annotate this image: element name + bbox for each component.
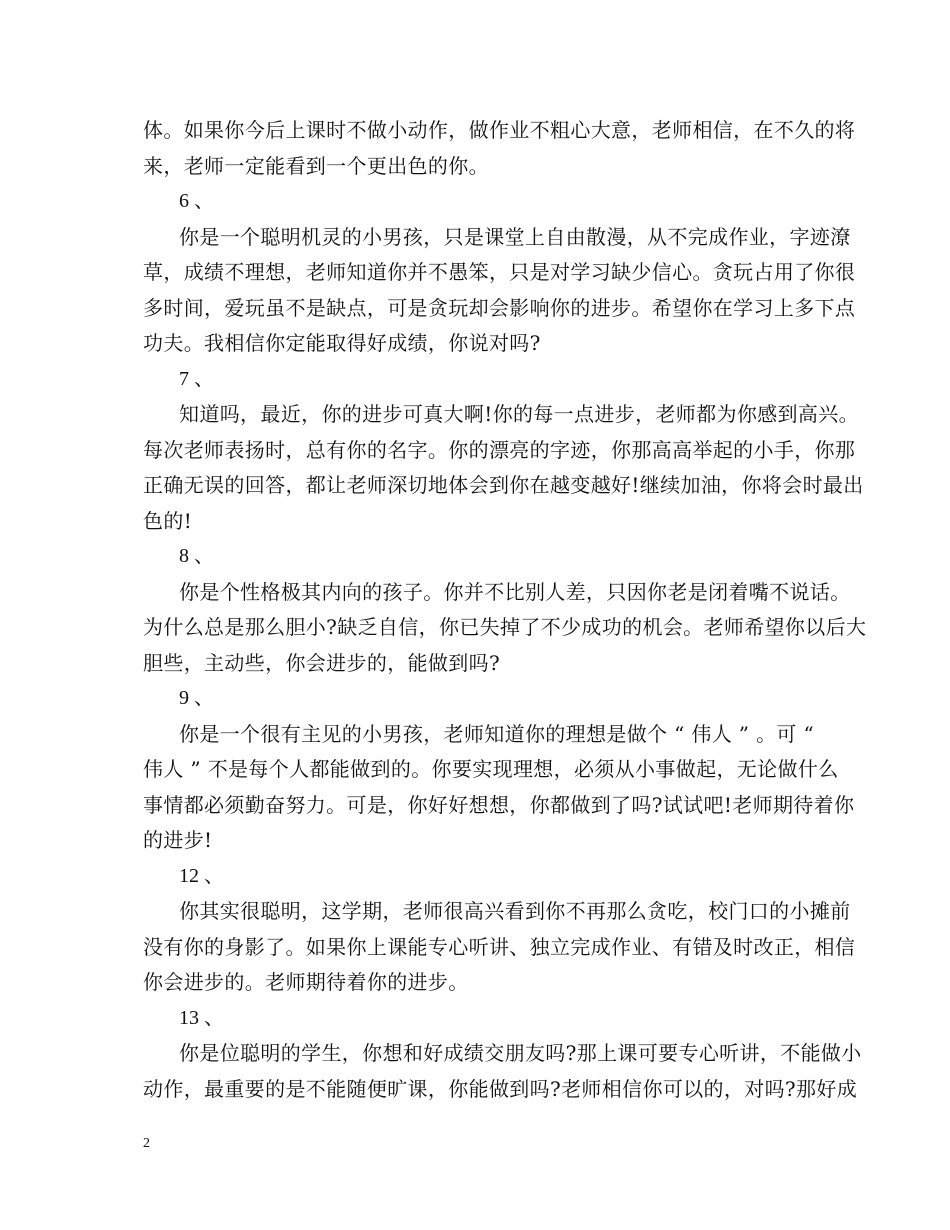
text-line: 伟人 ” 不是每个人都能做到的。你要实现理想，必须从小事做起，无论做什么 [143, 757, 839, 781]
text-line: 正确无误的回答，都让老师深切地体会到你在越变越好!继续加油，你将会时最出 [143, 473, 864, 497]
text-line: 每次老师表扬时，总有你的名字。你的漂亮的字迹，你那高高举起的小手，你那 [143, 437, 856, 462]
text-line: 胆些，主动些，你会进步的，能做到吗? [143, 650, 501, 675]
text-line: 来，老师一定能看到一个更出色的你。 [143, 153, 489, 178]
item-number: 13 、 [179, 1006, 224, 1029]
text-line: 的进步! [143, 828, 213, 852]
text-line: 草，成绩不理想，老师知道你并不愚笨，只是对学习缺少信心。贪玩占用了你很 [143, 260, 856, 284]
text-line: 动作，最重要的是不能随便旷课，你能做到吗?老师相信你可以的，对吗?那好成 [143, 1076, 858, 1101]
item-number: 12 、 [179, 864, 224, 887]
text-line: 功夫。我相信你定能取得好成绩，你说对吗? [143, 331, 541, 355]
text-line: 没有你的身影了。如果你上课能专心听讲、独立完成作业、有错及时改正，相信 [143, 934, 856, 959]
text-line: 事情都必须勤奋努力。可是，你好好想想，你都做到了吗?试试吧!老师期待着你 [143, 792, 855, 817]
text-line: 色的! [143, 508, 193, 533]
item-number: 9 、 [179, 687, 214, 709]
paragraph-line: 知道吗，最近，你的进步可真大啊!你的每一点进步，老师都为你感到高兴。 [179, 402, 859, 426]
item-number: 6 、 [179, 190, 214, 212]
paragraph-line: 你是个性格极其内向的孩子。你并不比别人差，只因你老是闭着嘴不说话。 [179, 579, 851, 604]
paragraph-line: 你是一个很有主见的小男孩，老师知道你的理想是做个 “ 伟人 ” 。可 “ [179, 721, 815, 746]
page-number: 2 [143, 1136, 150, 1151]
text-line: 为什么总是那么胆小?缺乏自信，你已失掉了不少成功的机会。老师希望你以后大 [143, 615, 867, 639]
document-body [143, 113, 867, 1107]
text-line: 体。如果你今后上课时不做小动作，做作业不粗心大意，老师相信，在不久的将 [143, 118, 856, 142]
item-number: 7 、 [179, 367, 214, 390]
paragraph-line: 你其实很聪明，这学期，老师很高兴看到你不再那么贪吃，校门口的小摊前 [179, 899, 851, 923]
text-line: 你会进步的。老师期待着你的进步。 [143, 970, 469, 994]
text-line: 多时间，爱玩虽不是缺点，可是贪玩却会影响你的进步。希望你在学习上多下点 [143, 295, 856, 320]
item-number: 8 、 [179, 545, 214, 567]
paragraph-line: 你是位聪明的学生，你想和好成绩交朋友吗?那上课可要专心听讲，不能做小 [179, 1041, 862, 1065]
paragraph-line: 你是一个聪明机灵的小男孩，只是课堂上自由散漫，从不完成作业，字迹潦 [179, 224, 851, 249]
